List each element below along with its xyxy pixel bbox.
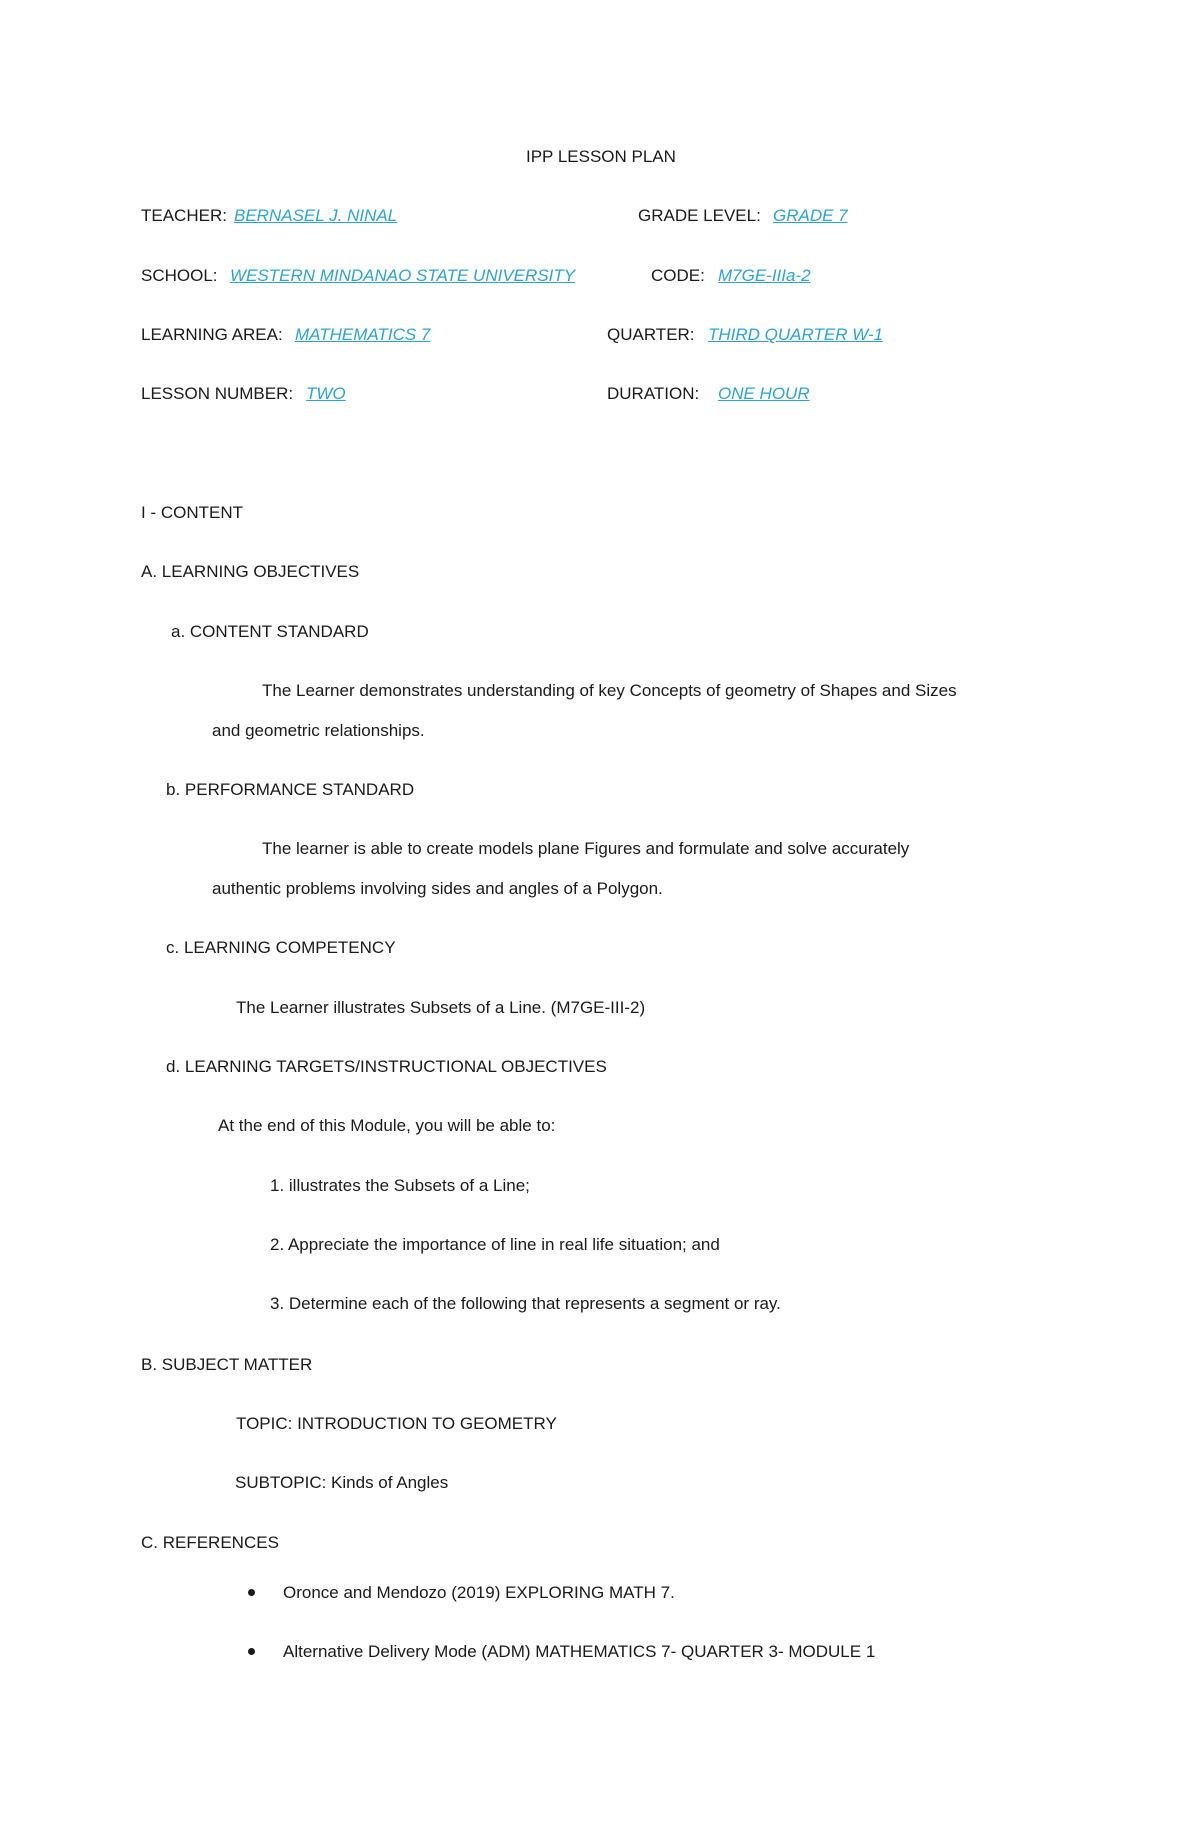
content-standard-text-line2: and geometric relationships. — [212, 721, 425, 740]
document-title: IPP LESSON PLAN — [526, 147, 676, 166]
learning-competency-text: The Learner illustrates Subsets of a Line. (M7GE-III-2) — [236, 998, 646, 1017]
subtopic-label: SUBTOPIC: — [235, 1473, 327, 1492]
learning-area-label: LEARNING AREA: — [141, 325, 283, 344]
learning-target-item: 3. Determine each of the following that represents a segment or ray. — [270, 1294, 781, 1313]
subject-matter-heading: B. SUBJECT MATTER — [141, 1355, 313, 1374]
reference-item: Oronce and Mendozo (2019) EXPLORING MATH 7. — [283, 1583, 675, 1602]
references-heading: C. REFERENCES — [141, 1533, 279, 1552]
lesson-number-value: TWO — [306, 384, 346, 403]
performance-standard-heading: b. PERFORMANCE STANDARD — [166, 780, 415, 799]
school-label: SCHOOL: — [141, 266, 218, 285]
quarter-label: QUARTER: — [607, 325, 695, 344]
teacher-label: TEACHER: — [141, 206, 227, 225]
learning-targets-heading: d. LEARNING TARGETS/INSTRUCTIONAL OBJECTIVES — [166, 1057, 607, 1076]
lesson-number-label: LESSON NUMBER: — [141, 384, 294, 403]
duration-label: DURATION: — [607, 384, 700, 403]
teacher-value: BERNASEL J. NINAL — [234, 206, 398, 225]
learning-target-item: 2. Appreciate the importance of line in real life situation; and — [270, 1235, 720, 1254]
school-value: WESTERN MINDANAO STATE UNIVERSITY — [230, 266, 576, 285]
performance-standard-text-line2: authentic problems involving sides and angles of a Polygon. — [212, 879, 663, 898]
grade-level-value: GRADE 7 — [773, 206, 848, 225]
bullet-icon — [248, 1648, 255, 1655]
quarter-value: THIRD QUARTER W-1 — [708, 325, 884, 344]
grade-level-label: GRADE LEVEL: — [638, 206, 761, 225]
performance-standard-text-line1: The learner is able to create models plane Figures and formulate and solve accurately — [262, 839, 910, 858]
subtopic-value: Kinds of Angles — [326, 1473, 449, 1492]
content-standard-heading: a. CONTENT STANDARD — [171, 622, 369, 641]
bullet-icon — [248, 1589, 255, 1596]
learning-objectives-heading: A. LEARNING OBJECTIVES — [141, 562, 360, 581]
code-label: CODE: — [651, 266, 705, 285]
content-standard-text-line1: The Learner demonstrates understanding of key Concepts of geometry of Shapes and Sizes — [262, 681, 957, 700]
duration-value: ONE HOUR — [718, 384, 810, 403]
learning-area-value: MATHEMATICS 7 — [295, 325, 431, 344]
reference-item: Alternative Delivery Mode (ADM) MATHEMATICS 7- QUARTER 3- MODULE 1 — [283, 1642, 876, 1661]
learning-competency-heading: c. LEARNING COMPETENCY — [166, 938, 396, 957]
learning-target-item: 1. illustrates the Subsets of a Line; — [270, 1176, 530, 1195]
code-value: M7GE-IIIa-2 — [718, 266, 811, 285]
learning-targets-intro: At the end of this Module, you will be able to: — [218, 1116, 556, 1135]
topic-text: TOPIC: INTRODUCTION TO GEOMETRY — [236, 1414, 557, 1433]
content-heading: I - CONTENT — [141, 503, 243, 522]
subtopic-text — [235, 1473, 448, 1493]
